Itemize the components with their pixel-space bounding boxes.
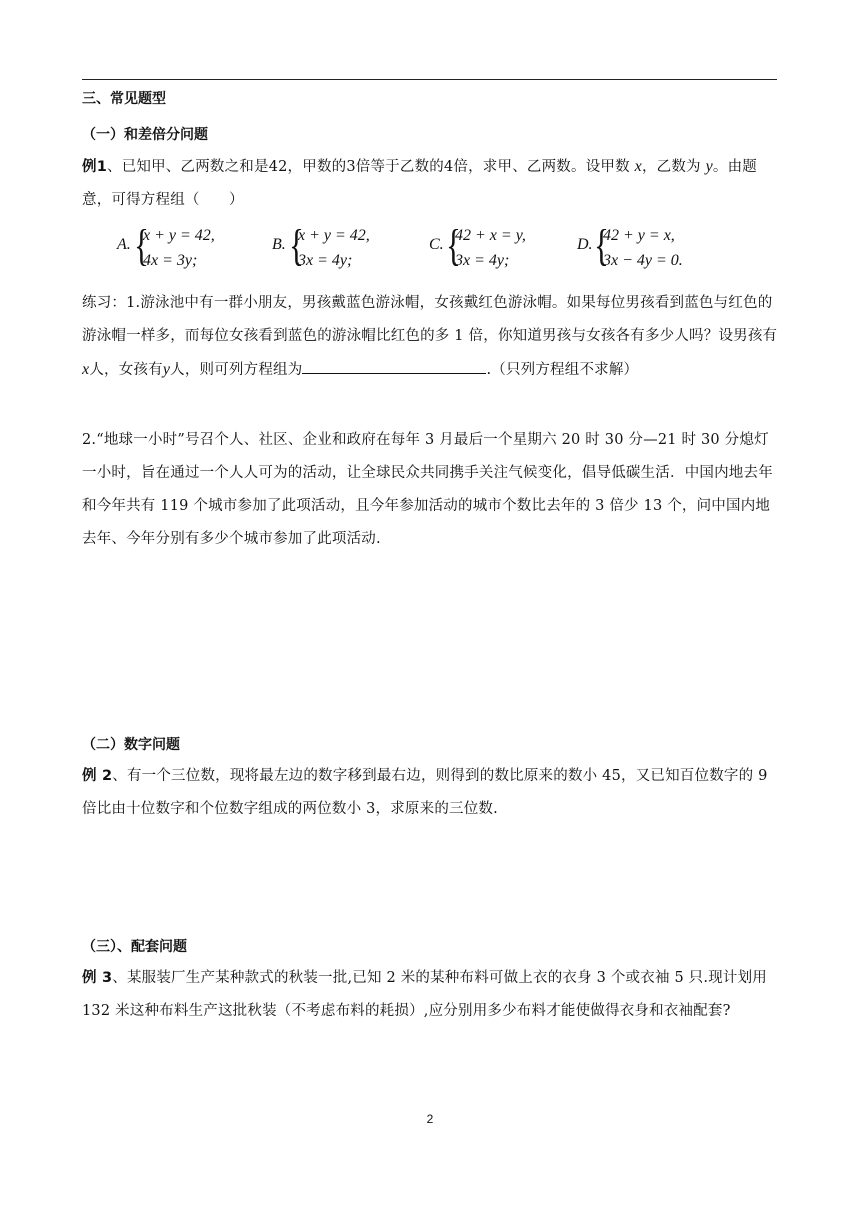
page-number: 2 [426, 1112, 434, 1126]
header-rule [82, 79, 777, 80]
practice-1: 练习：1.游泳池中有一群小朋友，男孩戴蓝色游泳帽，女孩戴红色游泳帽。如果每位男孩看到蓝色与红色的游泳帽一样多，而每位女孩看到蓝色的游泳帽比红色的多 1 倍，你知道男孩与女孩各有多少人吗？设男孩有x人，女孩有y人，则可列方程组为 .（只列方程组不求解） [82, 295, 778, 378]
section-title: 三、常见题型 [82, 91, 166, 107]
subsection-title-1: （一）和差倍分问题 [82, 127, 208, 143]
example-3: 例 3、某服装厂生产某种款式的秋装一批,已知 2 米的某种布料可做上衣的衣身 3 个或衣袖 5 只.现计划用 132 米这种布料生产这批秋装（不考虑布料的耗损）,应分别用多少布料才能使做得衣身和衣袖配套? [82, 970, 767, 1019]
example-1: 例1、已知甲、乙两数之和是42，甲数的3倍等于乙数的4倍，求甲、乙两数。设甲数 x，乙数为 y。由题意，可得方程组（ ） [82, 158, 757, 208]
example-2-label: 例 2 [82, 768, 113, 784]
example-3-label: 例 3 [82, 970, 113, 986]
subsection-title-3: （三）、配套问题 [82, 939, 187, 955]
example-2: 例 2、有一个三位数，现将最左边的数字移到最右边，则得到的数比原来的数小 45，又已知百位数字的 9 倍比由十位数字和个位数字组成的两位数小 3，求原来的三位数. [82, 768, 768, 817]
practice-2: 2.“地球一小时”号召个人、社区、企业和政府在每年 3 月最后一个星期六 20 时 30 分—21 时 30 分熄灯一小时，旨在通过一个人人可为的活动，让全球民众共同携手关注气候变化，倡导低碳生活．中国内地去年和今年共有 119 个城市参加了此项活动，且今年参加活动的城市个数比去年的 3 倍少 13 个，问中国内地去年、今年分别有多少个城市参加了此项活动. [82, 432, 773, 547]
example-1-label: 例1 [82, 159, 107, 175]
answer-blank[interactable] [302, 359, 486, 374]
subsection-title-2: （二）数字问题 [82, 737, 180, 753]
